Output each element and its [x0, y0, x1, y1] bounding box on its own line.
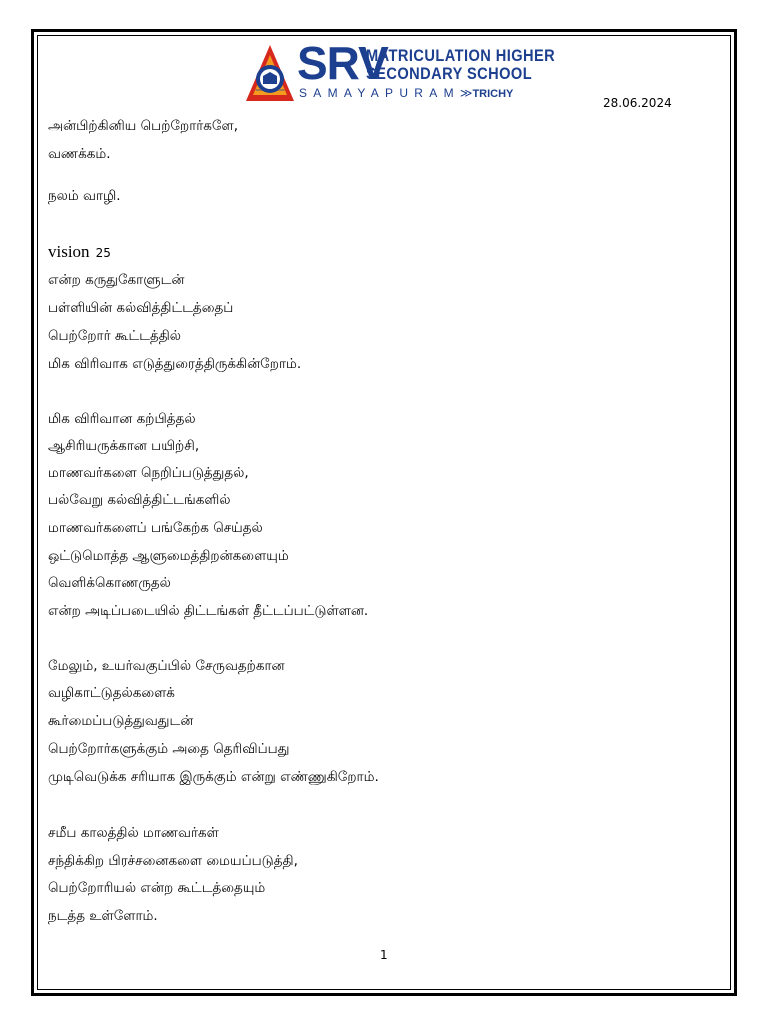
salutation: வணக்கம்.: [48, 146, 111, 162]
logo-city: TRICHY: [472, 88, 514, 100]
para1-line: பெற்றோர் கூட்டத்தில்: [48, 328, 182, 344]
para2-line: வெளிக்கொணருதல்: [48, 575, 171, 591]
para2-line: என்ற அடிப்படையில் திட்டங்கள் தீட்டப்பட்டுள்ளன.: [48, 603, 369, 619]
para1-line: பள்ளியின் கல்வித்திட்டத்தைப்: [48, 300, 234, 316]
school-logo: [244, 37, 556, 106]
school-emblem-icon: [244, 43, 296, 103]
logo-line-1: MATRICULATION HIGHER: [366, 46, 556, 65]
para2-line: ஆசிரியருக்கான பயிற்சி,: [48, 438, 200, 454]
logo-place: SAMAYAPURAM: [299, 86, 460, 100]
logo-name: SRV: [297, 37, 388, 89]
para2-line: ஒட்டுமொத்த ஆளுமைத்திறன்களையும்: [48, 548, 289, 564]
para2-line: மாணவர்களை நெறிப்படுத்துதல்,: [48, 465, 249, 481]
wish: நலம் வாழி.: [48, 188, 121, 204]
para2-line: மிக விரிவான கற்பித்தல்: [48, 411, 196, 427]
para2-line: பல்வேறு கல்வித்திட்டங்களில்: [48, 492, 231, 508]
para2-line: மாணவர்களைப் பங்கேற்க செய்தல்: [48, 520, 263, 536]
svg-text:SMART EDUCATION: SMART EDUCATION: [255, 88, 285, 92]
logo-location: [299, 86, 513, 101]
para1-line: மிக விரிவாக எடுத்துரைத்திருக்கின்றோம்.: [48, 356, 302, 372]
vision-word: vision: [48, 242, 90, 261]
para3-line: பெற்றோர்களுக்கும் அதை தெரிவிப்பது: [48, 741, 290, 757]
logo-line-2: SECONDARY SCHOOL: [366, 64, 533, 83]
para1-line: என்ற கருதுகோளுடன்: [48, 272, 185, 288]
para4-line: நடத்த உள்ளோம்.: [48, 908, 158, 924]
para3-line: முடிவெடுக்க சரியாக இருக்கும் என்று எண்ணுகிறோம்.: [48, 769, 379, 785]
page-border-inner: [37, 35, 731, 990]
greeting: அன்பிற்கினிய பெற்றோர்களே,: [48, 118, 238, 134]
para4-line: பெற்றோரியல் என்ற கூட்டத்தையும்: [48, 880, 266, 896]
double-arrow-icon: ≫: [459, 86, 473, 100]
vision-number: 25: [95, 246, 111, 260]
para3-line: வழிகாட்டுதல்களைக்: [48, 685, 175, 701]
para4-line: சந்திக்கிற பிரச்சனைகளை மையப்படுத்தி,: [48, 853, 298, 869]
vision-heading: [48, 243, 111, 262]
page-number: 1: [380, 948, 388, 962]
letter-date: 28.06.2024: [603, 96, 672, 110]
para4-line: சமீப காலத்தில் மாணவர்கள்: [48, 825, 219, 841]
para3-line: மேலும், உயர்வகுப்பில் சேருவதற்கான: [48, 658, 285, 674]
para3-line: கூர்மைப்படுத்துவதுடன்: [48, 713, 194, 729]
